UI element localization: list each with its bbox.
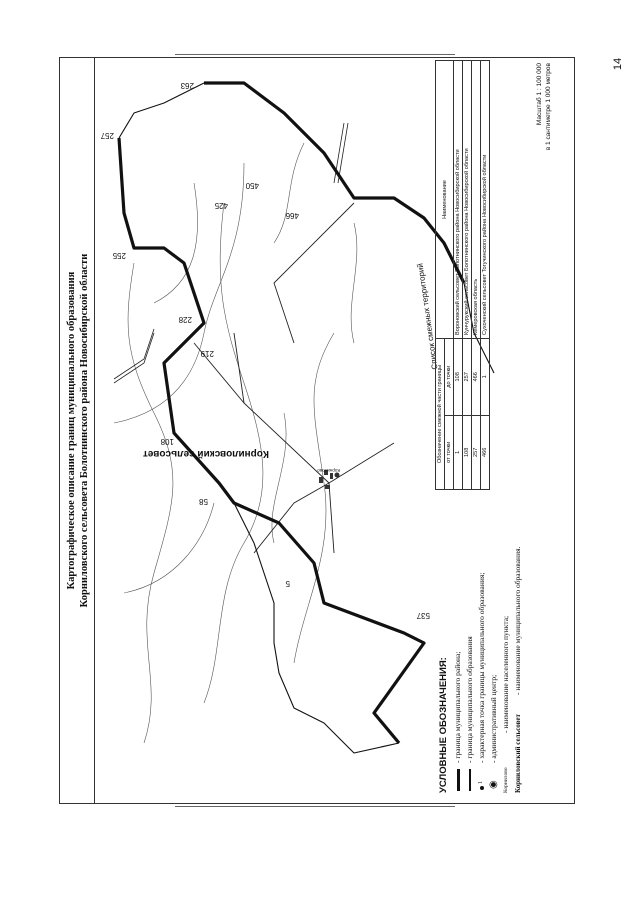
point-label: 5 <box>285 579 290 588</box>
legend-row <box>452 493 464 793</box>
point-label: 537 <box>416 611 430 620</box>
table-header-row <box>436 61 445 490</box>
point-icon <box>480 786 484 790</box>
from-cell: 1 <box>454 415 463 489</box>
name-header: Наименование <box>436 61 454 339</box>
legend-symbol-point <box>476 767 488 793</box>
legend-symbol-thick-line <box>452 767 464 793</box>
adjacent-caption: Список смежных территорий <box>415 262 440 371</box>
point-label: 263 <box>180 81 194 90</box>
scale-block <box>535 63 553 203</box>
point-label: 450 <box>245 181 259 190</box>
name-cell: Сухоченский сельсовет Тогучинского района Новосибирской области <box>481 61 490 339</box>
admin-center-icon: ◉ <box>488 780 499 789</box>
page-number: 14 <box>612 57 625 71</box>
legend-row <box>500 493 512 793</box>
road-double <box>114 333 154 383</box>
legend-text: - граница муниципального образования <box>465 636 474 763</box>
table-row <box>481 61 490 490</box>
road <box>329 443 394 483</box>
adjacent-table <box>435 60 490 490</box>
point-label: 425 <box>214 201 228 210</box>
point-symbol-number: 1 <box>478 781 484 784</box>
legend-title: УСЛОВНЫЕ ОБОЗНАЧЕНИЯ: <box>438 657 449 793</box>
from-cell: 257 <box>472 415 481 489</box>
legend-symbol-thin-line <box>464 767 476 793</box>
legend-symbol-place-name <box>500 767 512 793</box>
to-cell: 1 <box>481 338 490 415</box>
point-label: 219 <box>200 349 214 358</box>
river <box>351 223 357 343</box>
scale-ratio: Масштаб 1 : 100 000 <box>536 63 543 126</box>
map-title-line-2: Корниловского сельсовета Болотнинского района Новосибирской области <box>79 253 90 608</box>
place-name-sample: Корнилово <box>503 767 509 793</box>
road <box>274 203 354 343</box>
road-double <box>114 329 154 379</box>
table-row <box>454 61 463 490</box>
from-cell: 466 <box>481 415 490 489</box>
legend-text: - граница муниципального района; <box>453 651 462 763</box>
roads <box>194 203 394 553</box>
to-cell: 466 <box>472 338 481 415</box>
legend-symbol-admin <box>488 767 500 793</box>
legend <box>438 493 524 793</box>
point-label: 257 <box>100 131 114 140</box>
legend-row <box>464 493 476 793</box>
legend-row <box>488 493 500 793</box>
map-title-line-1: Картографическое описание границ муниципального образования <box>66 271 77 590</box>
legend-row <box>476 493 488 793</box>
name-cell: Кемеровская область <box>472 61 481 339</box>
point-label: 58 <box>199 497 208 506</box>
scale-note: в 1 сантиметре 1 000 метров <box>545 63 552 151</box>
legend-text: - характерная точка границы муниципального образования; <box>477 572 486 763</box>
thick-line-icon <box>457 769 460 791</box>
table-row <box>463 61 472 490</box>
map-frame <box>59 57 575 804</box>
council-label: Корниловский сельсовет <box>142 448 269 459</box>
name-cell: Кунчурукский сельсовет Болотнинского района Новосибирской области <box>463 61 472 339</box>
title-band <box>60 58 95 803</box>
name-cell: Вороновский сельсовет Болотнинского района Новосибирской области <box>454 61 463 339</box>
point-label: 466 <box>285 211 299 220</box>
to-header: до точки <box>445 338 454 415</box>
table-row <box>472 61 481 490</box>
legend-symbol-council-name <box>512 714 524 793</box>
from-cell: 108 <box>463 415 472 489</box>
legend-text: - наименование населенного пункта; <box>501 615 510 733</box>
segment-header: Обозначение смежной части границы <box>436 338 445 489</box>
landscape-sheet <box>60 58 574 803</box>
council-name-sample: Корниловский сельсовет <box>514 714 522 793</box>
building <box>325 485 330 489</box>
point-label: 228 <box>178 315 192 324</box>
point-label: 108 <box>160 437 174 446</box>
thin-line-icon <box>469 769 471 791</box>
bottom-rule <box>175 806 455 807</box>
to-cell: 257 <box>463 338 472 415</box>
to-cell: 108 <box>454 338 463 415</box>
legend-text: - наименование муниципального образования. <box>513 546 522 695</box>
river <box>274 143 304 243</box>
settlement-label: Корнилово <box>317 468 340 473</box>
adjacent-territories <box>415 60 535 490</box>
from-header: от точки <box>445 415 454 489</box>
legend-text: - административный центр; <box>489 674 498 763</box>
river <box>128 263 173 743</box>
boundary-segment <box>119 83 204 138</box>
top-rule <box>175 54 455 55</box>
rivers <box>114 143 357 743</box>
point-label: 255 <box>112 251 126 260</box>
river <box>294 333 334 663</box>
building <box>319 477 323 483</box>
legend-row <box>512 493 524 793</box>
